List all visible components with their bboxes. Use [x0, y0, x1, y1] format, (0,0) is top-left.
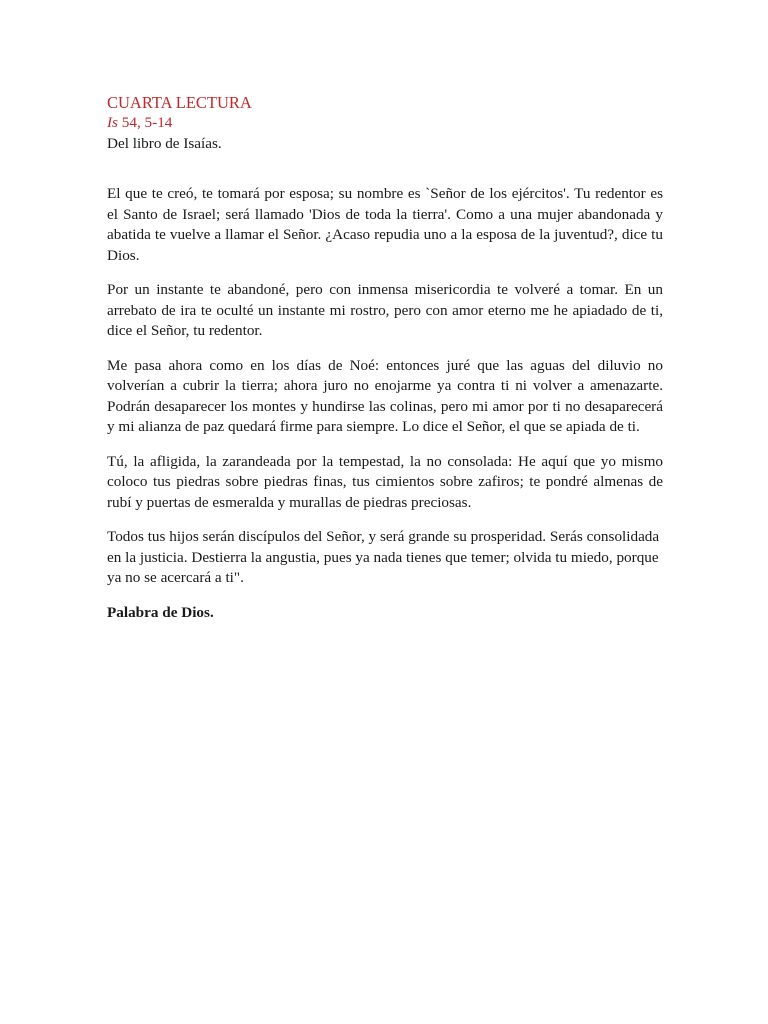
- paragraph-3: Me pasa ahora como en los días de Noé: entonces juré que las aguas del diluvio no volverían a cubrir la tierra; ahora juro no enojarme ya contra ti ni volver a amenazarte. Podrán desaparecer los montes y hundirse las colinas, pero mi amor por ti no desaparecerá y mi alianza de paz quedará firme para siempre. Lo dice el Señor, el que se apiada de ti.: [107, 356, 663, 435]
- paragraph-2: Por un instante te abandoné, pero con inmensa misericordia te volveré a tomar. En un arrebato de ira te oculté un instante mi rostro, pero con amor eterno me he apiadado de ti, dice el Señor, tu redentor.: [107, 281, 663, 339]
- document-page: [107, 92, 663, 623]
- scripture-reference: [107, 113, 663, 134]
- reading-heading: CUARTA LECTURA: [107, 93, 252, 112]
- paragraph-4: Tú, la afligida, la zarandeada por la tempestad, la no consolada: He aquí que yo mismo coloco tus piedras sobre piedras finas, tus cimientos sobre zafiros; te pondré almenas de rubí y puertas de esmeralda y murallas de piedras preciosas.: [107, 452, 663, 511]
- reference-book: Is: [107, 114, 118, 131]
- closing-acclamation: Palabra de Dios.: [107, 603, 214, 621]
- paragraph-5: Todos tus hijos serán discípulos del Señor, y será grande su prosperidad. Serás consolidada en la justicia. Destierra la angustia, pues ya nada tienes que temer; olvida tu miedo, porque ya no se acercará a ti".: [107, 528, 660, 586]
- reference-verses: 54, 5-14: [117, 114, 173, 131]
- reading-intro: Del libro de Isaías.: [107, 134, 222, 152]
- paragraph-1: El que te creó, te tomará por esposa; su nombre es `Señor de los ejércitos'. Tu redentor es el Santo de Israel; será llamado 'Dios de toda la tierra'. Como a una mujer abandonada y abatida te vuelve a llamar el Señor. ¿Acaso repudia uno a la esposa de la juventud?, dice tu Dios.: [107, 185, 663, 264]
